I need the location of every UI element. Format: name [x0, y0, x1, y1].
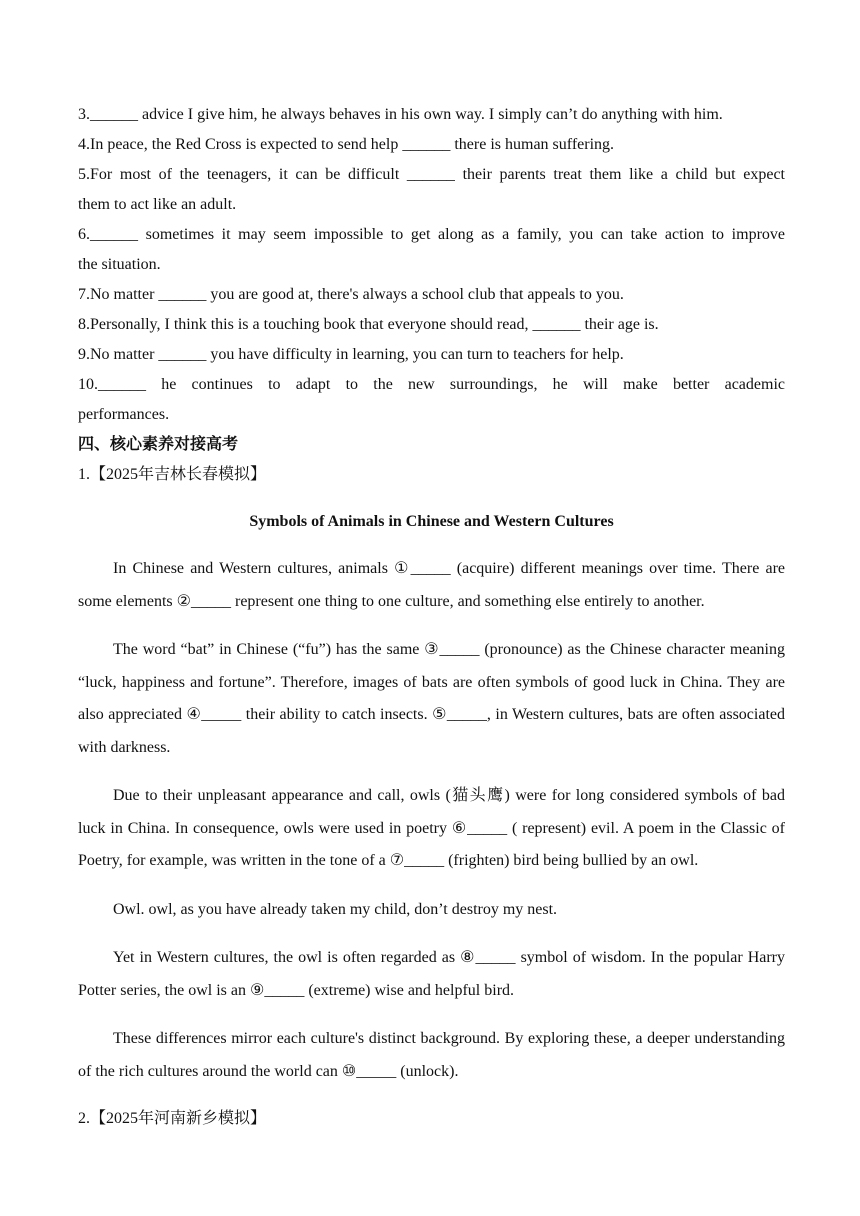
question-6-line-2: the situation. [78, 256, 161, 273]
question-5-line-2: them to act like an adult. [78, 196, 237, 213]
question-9: 9.No matter ______ you have difficulty in learning, you can turn to teachers for help. [78, 346, 624, 363]
article-paragraph-3: Due to their unpleasant appearance and call, owls (猫头鹰) were for long considered symbols of bad luck in China. In consequence, owls were used in poetry ⑥_____ ( represent) evil. A poem in the Classic of Poetry, for example, was written in the tone of a ⑦_____ (frighten) bird being bullied by an owl. [78, 787, 785, 869]
question-3: 3.______ advice I give him, he always behaves in his own way. I simply can’t do anything with him. [78, 106, 723, 123]
question-10-line-2: performances. [78, 406, 170, 423]
article-paragraph-4: Owl. owl, as you have already taken my child, don’t destroy my nest. [113, 900, 558, 918]
question-7: 7.No matter ______ you are good at, there's always a school club that appeals to you. [78, 286, 624, 303]
article-paragraph-5: Yet in Western cultures, the owl is often regarded as ⑧_____ symbol of wisdom. In the popular Harry Potter series, the owl is an ⑨_____ (extreme) wise and helpful bird. [78, 949, 785, 999]
item-2-label: 2.【2025年河南新乡模拟】 [78, 1110, 267, 1127]
article-paragraph-6: These differences mirror each culture's distinct background. By exploring these, a deeper understanding of the rich cultures around the world can ⑩_____ (unlock). [78, 1030, 785, 1080]
question-5-line-1: 5.For most of the teenagers, it can be difficult ______ their parents treat them like a child but expect [78, 166, 785, 183]
question-4: 4.In peace, the Red Cross is expected to send help ______ there is human suffering. [78, 136, 615, 153]
article-paragraph-2: The word “bat” in Chinese (“fu”) has the same ③_____ (pronounce) as the Chinese character meaning “luck, happiness and fortune”. Therefore, images of bats are often symbols of good luck in China. They are also appreciated ④_____ their ability to catch insects. ⑤_____, in Western cultures, bats are often associated with darkness. [78, 641, 785, 756]
item-1-label: 1.【2025年吉林长春模拟】 [78, 466, 267, 483]
question-6-line-1: 6.______ sometimes it may seem impossible to get along as a family, you can take action to improve [78, 226, 785, 243]
article-paragraph-1: In Chinese and Western cultures, animals ①_____ (acquire) different meanings over time. There are some elements ②_____ represent one thing to one culture, and something else entirely to another. [78, 560, 785, 610]
document-page [78, 100, 785, 1134]
question-8: 8.Personally, I think this is a touching book that everyone should read, ______ their age is. [78, 316, 659, 333]
question-10-line-1: 10.______ he continues to adapt to the new surroundings, he will make better academic [78, 376, 785, 393]
section-heading: 四、核心素养对接高考 [78, 436, 239, 453]
article-title: Symbols of Animals in Chinese and Western Cultures [249, 513, 614, 530]
